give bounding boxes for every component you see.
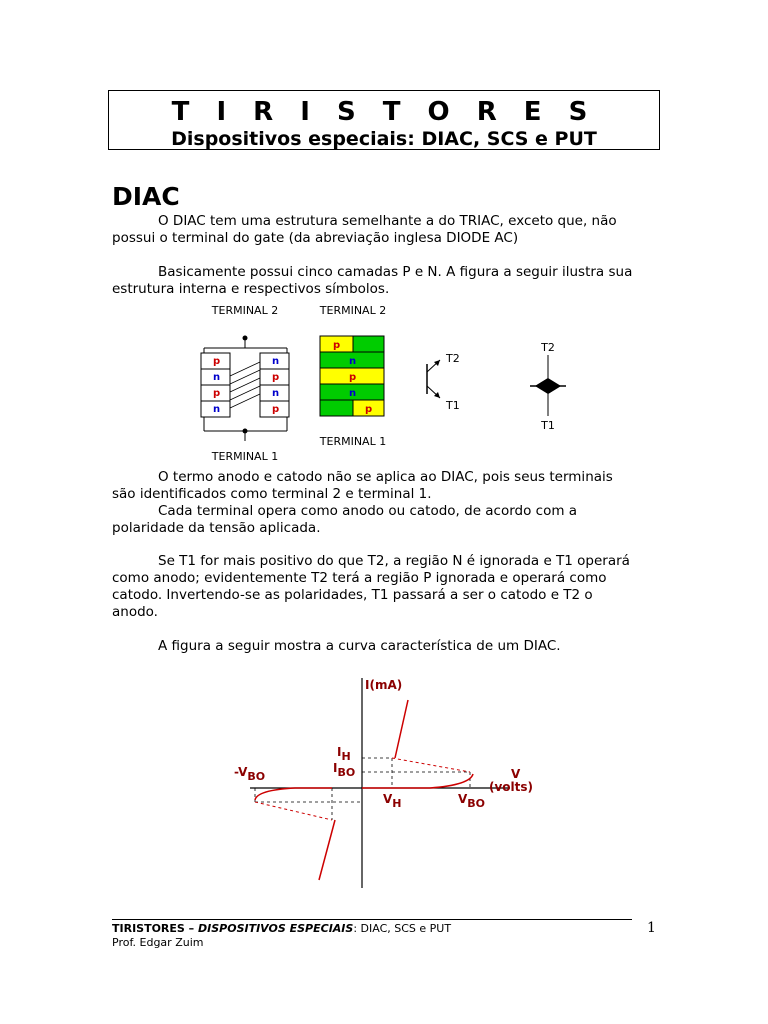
- terminal1-label: TERMINAL 1: [211, 450, 279, 463]
- v-axis-unit: (volts): [489, 780, 534, 794]
- title-box: [108, 90, 660, 150]
- text-line: O DIAC tem uma estrutura semelhante a do TRIAC, exceto que, não: [158, 213, 617, 229]
- text-line: Se T1 for mais positivo do que T2, a região N é ignorada e T1 operará: [158, 553, 630, 569]
- paragraph-5: [112, 638, 652, 655]
- sym-t1-label: T1: [446, 399, 460, 412]
- layer-p: p: [365, 404, 373, 415]
- layer-n: n: [349, 388, 357, 399]
- text-line: possui o terminal do gate (da abreviação inglesa DIODE AC): [112, 230, 519, 246]
- diac-characteristic-curve: [225, 670, 555, 890]
- layer-n: n: [272, 388, 280, 399]
- text-line: anodo.: [112, 604, 158, 620]
- layer-p: p: [213, 356, 221, 367]
- doc-subtitle: Dispositivos especiais: DIAC, SCS e PUT: [171, 128, 597, 150]
- diac-t1-label: T1: [541, 419, 555, 432]
- text-line: catodo. Invertendo-se as polaridades, T1 passará a ser o catodo e T2 o: [112, 587, 593, 603]
- text-line: são identificados como terminal 2 e terminal 1.: [112, 486, 432, 502]
- footer-rule: [112, 919, 632, 920]
- diac-structure-figure: [190, 300, 610, 465]
- text-line: estrutura interna e respectivos símbolos.: [112, 281, 390, 297]
- text-line: polaridade da tensão aplicada.: [112, 520, 321, 536]
- neg-vbo-label: -VBO: [234, 765, 266, 783]
- layer-n: n: [213, 372, 221, 383]
- layer-p: p: [349, 372, 357, 383]
- text-line: Cada terminal opera como anodo ou catodo, de acordo com a: [158, 503, 578, 519]
- terminal2-label: TERMINAL 2: [319, 304, 387, 317]
- paragraph-1: [112, 213, 652, 247]
- paragraph-2: [112, 264, 652, 298]
- page-number: 1: [647, 920, 656, 936]
- section-title: DIAC: [112, 182, 180, 211]
- layer-p: p: [213, 388, 221, 399]
- vh-label: VH: [383, 792, 402, 810]
- text-line: A figura a seguir mostra a curva característica de um DIAC.: [158, 638, 561, 654]
- y-axis-label: I(mA): [365, 678, 403, 692]
- v-axis-label: V: [511, 767, 521, 781]
- sym-t2-label: T2: [446, 352, 460, 365]
- footer-author: Prof. Edgar Zuim: [112, 936, 204, 949]
- ibo-label: IBO: [333, 761, 356, 779]
- layer-n: n: [213, 404, 221, 415]
- doc-title: T I R I S T O R E S: [171, 97, 597, 127]
- text-line: Basicamente possui cinco camadas P e N. A figura a seguir ilustra sua: [158, 264, 633, 280]
- layer-p: p: [272, 372, 280, 383]
- diac-t2-label: T2: [541, 341, 555, 354]
- layer-p: p: [333, 340, 341, 351]
- terminal2-label: TERMINAL 2: [211, 304, 279, 317]
- layer-n: n: [272, 356, 280, 367]
- terminal1-label: TERMINAL 1: [319, 435, 387, 448]
- footer-title: TIRISTORES – DISPOSITIVOS ESPECIAIS: DIAC, SCS e PUT: [112, 922, 452, 935]
- text-line: como anodo; evidentemente T2 terá a região P ignorada e operará como: [112, 570, 607, 586]
- layer-p: p: [272, 404, 280, 415]
- ih-label: IH: [337, 745, 351, 763]
- paragraph-4: [112, 553, 652, 621]
- paragraph-3: [112, 469, 652, 537]
- layer-n: n: [349, 356, 357, 367]
- text-line: O termo anodo e catodo não se aplica ao DIAC, pois seus terminais: [158, 469, 613, 485]
- vbo-label: VBO: [458, 792, 486, 810]
